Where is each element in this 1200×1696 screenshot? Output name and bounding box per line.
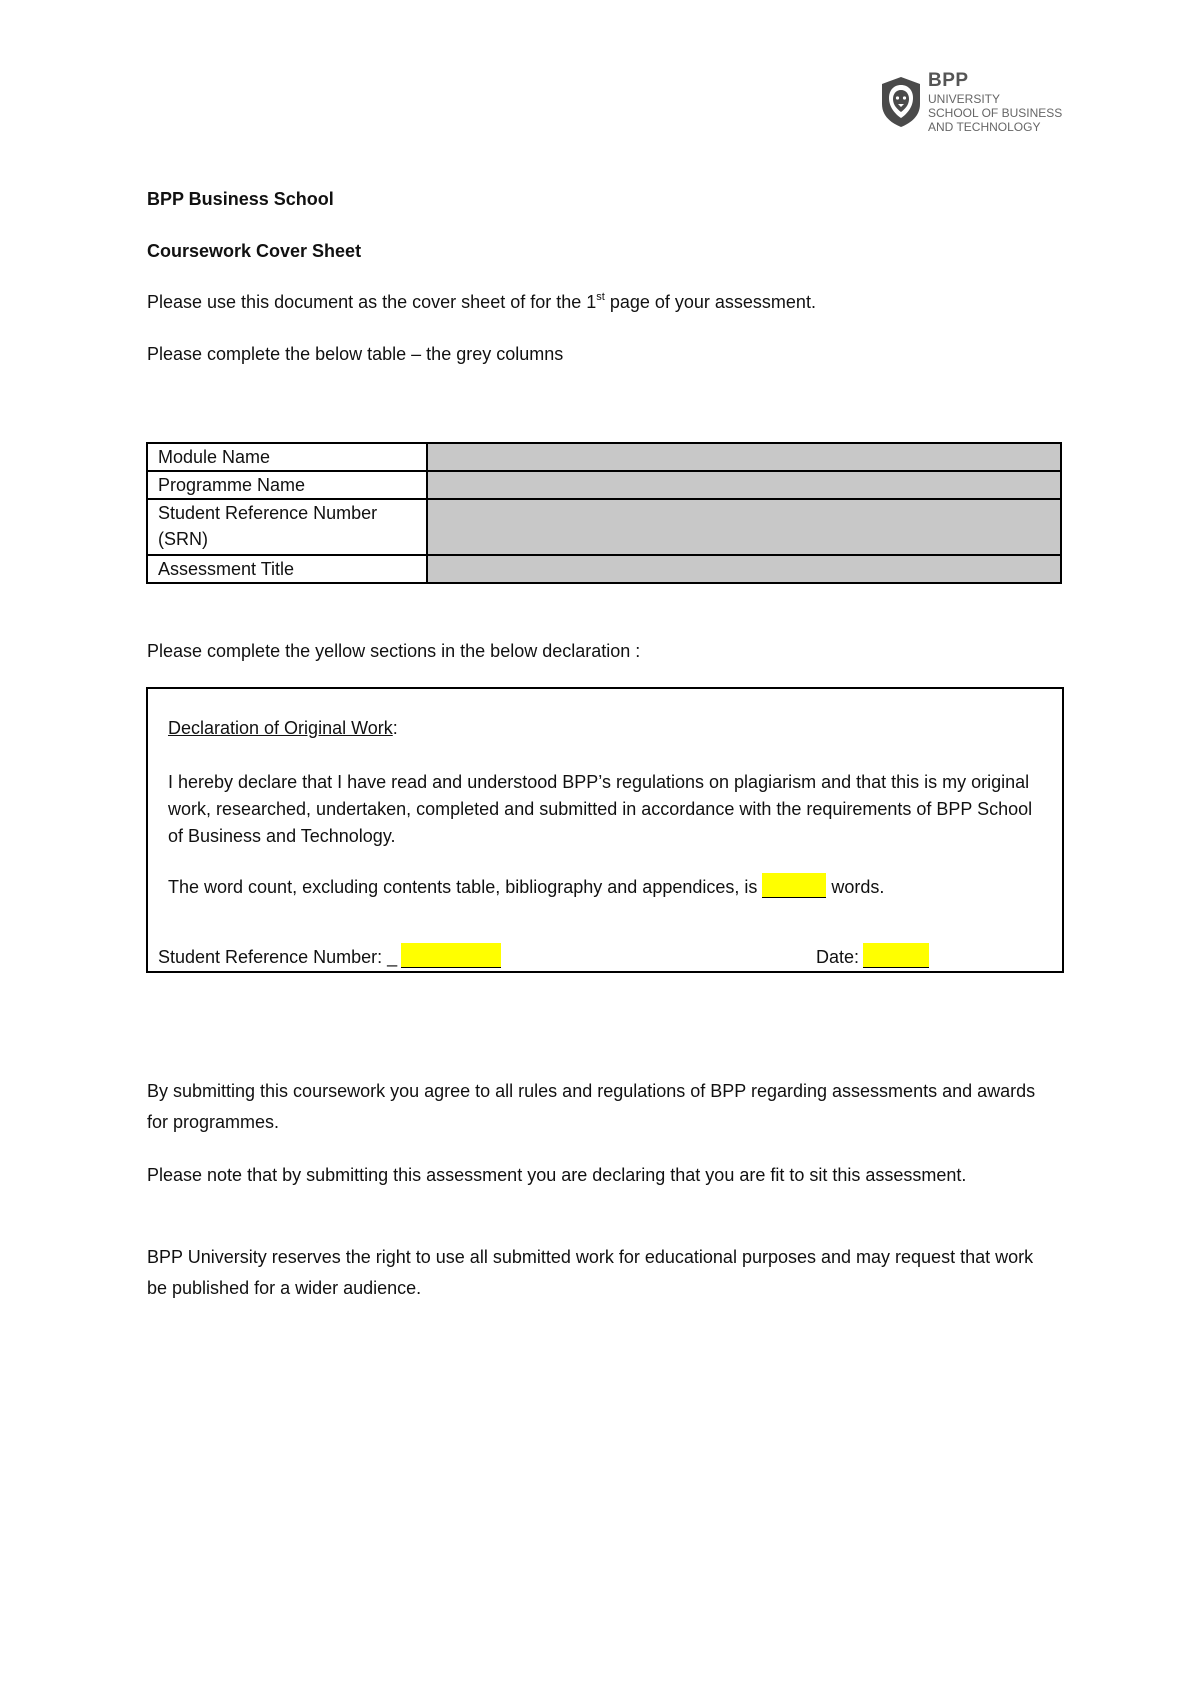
assessment-title-label: Assessment Title [147,555,427,583]
table-row [147,555,1061,583]
footer-rights-paragraph: BPP University reserves the right to use all submitted work for educational purposes and may request that work be published for a wider audience. [147,1247,1034,1298]
declaration-date-label: Date: [816,947,860,967]
page-title: Coursework Cover Sheet [147,241,362,261]
declaration-paragraph: I hereby declare that I have read and understood BPP’s regulations on plagiarism and that this is my original work, researched, undertaken, completed and submitted in accordance with the requirements of BPP School of Business and Technology. [168,772,1033,846]
assessment-title-field[interactable] [427,555,1061,583]
declaration-srn-label: Student Reference Number: _ [158,947,398,967]
instruction-superscript: st [596,291,605,303]
declaration-heading [168,717,398,739]
programme-name-field[interactable] [427,471,1061,499]
table-row [147,443,1061,471]
word-count-field[interactable] [762,873,826,898]
module-name-field[interactable] [427,443,1061,471]
logo-line-university: UNIVERSITY [928,92,1001,106]
srn-label: Student Reference Number (SRN) [147,499,427,555]
instruction-text-before: Please use this document as the cover sheet of for the 1 [147,292,597,312]
instruction-text-after: page of your assessment. [604,292,816,312]
table-row [147,471,1061,499]
srn-field[interactable] [427,499,1061,555]
module-name-label: Module Name [147,443,427,471]
programme-name-label: Programme Name [147,471,427,499]
table-row [147,499,1061,555]
logo-line-technology: AND TECHNOLOGY [928,120,1041,134]
declaration-srn-row [158,943,501,968]
declaration-date-field[interactable] [863,943,929,968]
school-name: BPP Business School [147,189,334,209]
declaration-heading-text: Declaration of Original Work [168,718,393,738]
instruction-grey-columns: Please complete the below table – the grey columns [147,344,564,364]
word-count-text-before: The word count, excluding contents table, bibliography and appendices, is [168,877,763,897]
instruction-yellow-sections: Please complete the yellow sections in the below declaration : [147,641,641,661]
word-count-statement [168,873,884,898]
footer-fitness-paragraph: Please note that by submitting this assessment you are declaring that you are fit to sit this assessment. [147,1165,967,1185]
declaration-box [146,687,1064,973]
assessment-info-table [146,442,1062,584]
declaration-srn-field[interactable] [401,943,501,968]
declaration-heading-colon: : [392,718,398,738]
bpp-logo [880,70,1070,136]
instruction-cover-sheet [147,291,816,313]
logo-brand: BPP [928,70,969,91]
footer-rules-paragraph: By submitting this coursework you agree to all rules and regulations of BPP regarding assessments and awards for programmes. [147,1081,1036,1132]
declaration-date-row [816,943,929,968]
lion-shield-icon [880,76,922,128]
word-count-text-after: words. [826,877,885,897]
logo-line-school: SCHOOL OF BUSINESS [928,106,1063,120]
